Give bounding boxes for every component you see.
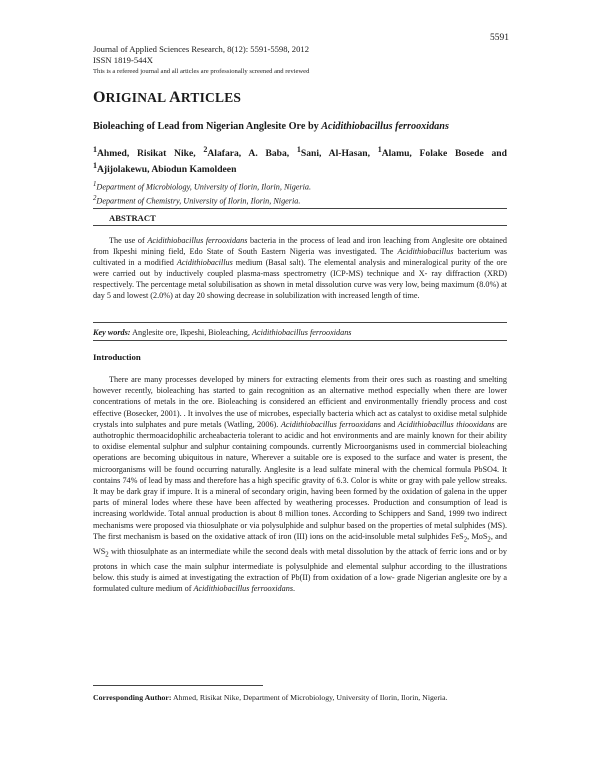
journal-header — [93, 44, 309, 77]
divider — [93, 322, 507, 323]
keywords: Key words: Anglesite ore, Ikpeshi, Bioleaching, Acidithiobacillus ferrooxidans — [93, 328, 352, 337]
author-name: Sani, Al-Hasan, — [300, 148, 378, 160]
divider — [93, 225, 507, 226]
journal-issn: ISSN 1819-544X — [93, 55, 153, 65]
author-name: Alamu, Folake Bosede and — [381, 148, 507, 160]
journal-citation: Journal of Applied Sciences Research, 8(12): 5591-5598, 2012 — [93, 44, 309, 54]
affiliation: $^2$Department of Chemistry, University of Ilorin, Ilorin, Nigeria. — [93, 194, 301, 206]
section-title: ORIGINAL ARTICLES — [93, 89, 242, 106]
corresponding-author: Corresponding Author: Ahmed, Risikat Nike, Department of Microbiology, University of Ilorin, Ilorin, Nigeria. — [93, 693, 448, 702]
introduction-text: There are many processes developed by miners for extracting elements from their ores such as roasting and smelting however recently, bioleaching has started to gain recognition as an alternative method especially when there are lower concentrations of metals in the ore. Bioleaching is considered an efficient and environmentally friendly process and cost effective (Bosecker, 2001). . It involves the use of microbes, especially bacteria which act as catalyst to oxidise metal sulphide crystals into sulphates and pure metals (Watling, 2006). Acidithiobacillus ferrooxidans and Acidithiobacillus thiooxidans are authotrophic thermoacidophilic archeabacteria tolerant to acidic and hot environments and are mainly known for their ability to oxidise elemental sulphur and sulphur containing compounds. currently Microorganisms used in commercial bioleaching operations are becoming ubiquitous in nature, Wherever a suitable ore is exposed to the surface and water is present, the microorganisms will be found occurring naturally. Anglesite is a lead sulfate mineral with the chemical formula PbSO4. It contains 74% of lead by mass and therefore has a high specific gravity of 6.3. Color is white or gray with pale yellow streaks. It may be dark gray if impure. It is a mineral of secondary origin, having been formed by the oxidation of galena in the upper parts of mineral lodes where these have been affected by weathering processes. Production and consumption of lead is increasing worldwide. Total annual production is about 8 million tones. According to Schippers and Sand, 1999 two indirect mechanisms were proposed via thiosulphate or via polysulphide and sulphur based on the properties of metal sulphides (MS). The first mechanism is based on the oxidative attack of iron (III) ions on the acid-insoluble metal sulphides FeS$_2$, MoS$_2$, and $WS_2$ with thiosulphate as an intermediate while the second deals with metal dissolution by the attack of ferric ions and or by protons in which case the main sulphur intermediate is polysulphide and elemental sulphur according to the illustrations below. this study is aimed at investigating the extraction of Pb(II) from oxidation of a low- grade Nigerian anglesite ore by a formulated culture medium of Acidithiobacillus ferrooxidans. — [93, 375, 507, 593]
author-name: Ahmed, Risikat Nike, — [97, 148, 204, 160]
footnote-divider — [93, 685, 263, 686]
page-number: 5591 — [490, 33, 509, 43]
abstract-heading: ABSTRACT — [109, 213, 156, 223]
abstract-text: The use of Acidithiobacillus ferrooxidans bacteria in the process of lead and iron leaching from Anglesite ore obtained from Ikpeshi mining field, Edo State of South Eastern Nigeria was investigated. The Acidithiobacillus bacterium was cultivated in a modified Acidithiobacillus medium (Basal salt). The elemental analysis and mineralogical purity of the ore were carried out by inductively coupled plasma-mass spectrometry (ICP-MS) technique and X- ray diffraction (XRD) respectively. The percentage metal solubilisation as shown in metal dissolution curve was very low, being maximum (8.0%) at day 5 and lowest (2.0%) at day 20 showing decrease in solubilization with increased length of time. — [93, 236, 507, 300]
author-name: Alafara, A. Baba, — [207, 148, 297, 160]
author-name: Ajijolakewu, Abiodun Kamoldeen — [97, 164, 237, 176]
paper-title: Bioleaching of Lead from Nigerian Anglesite Ore by Acidithiobacillus ferrooxidans — [93, 121, 449, 132]
introduction-heading: Introduction — [93, 352, 141, 362]
divider — [93, 208, 507, 209]
journal-note: This is a refereed journal and all articles are professionally screened and reviewed — [93, 68, 310, 75]
divider — [93, 340, 507, 341]
affiliation: $^1$Department of Microbiology, University of Ilorin, Ilorin, Nigeria. — [93, 181, 312, 192]
author-list: $^1$Ahmed, Risikat Nike, $^2$Alafara, A. Baba, $^1$Sani, Al-Hasan, $^1$Alamu, Folake Bosede and $^1$Ajijolakewu, Abiodun Kamoldeen — [93, 145, 507, 176]
affiliations — [93, 179, 311, 206]
